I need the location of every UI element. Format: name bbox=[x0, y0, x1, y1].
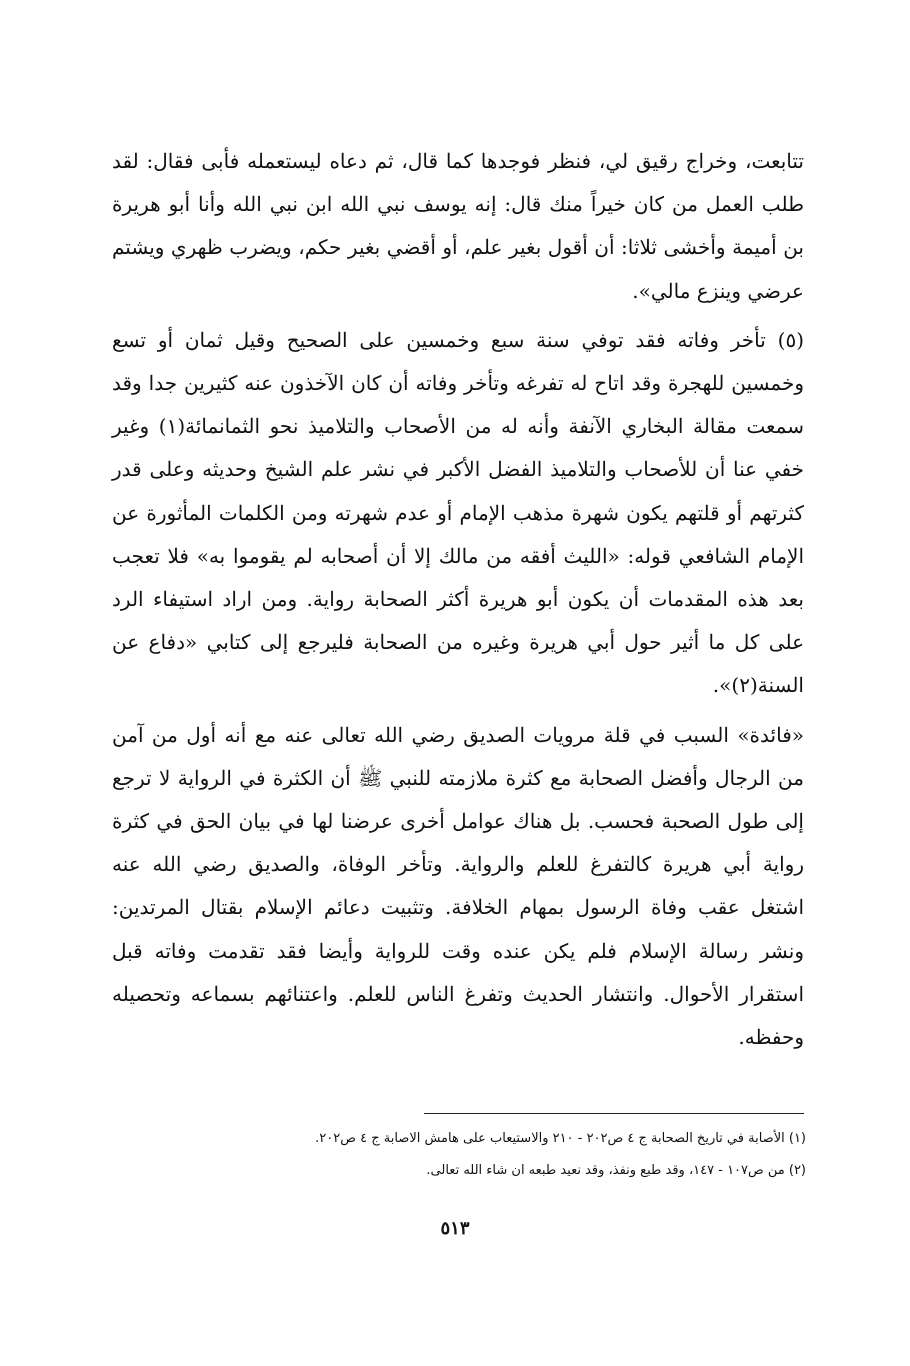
main-text bbox=[112, 140, 804, 1059]
footnote-1: (١) الأصابة في تاريخ الصحابة ج ٤ ص٢٠٢ - ٢١٠ والاستيعاب على هامش الاصابة ج ٤ ص٢٠٢. bbox=[315, 1131, 806, 1146]
page-number: ٥١٣ bbox=[440, 1218, 470, 1239]
footnote-2: (٢) من ص١٠٧ - ١٤٧، وقد طبع ونفذ، وقد نعيد طبعه ان شاء الله تعالى. bbox=[426, 1163, 806, 1178]
paragraph-2: (٥) تأخر وفاته فقد توفي سنة سبع وخمسين على الصحيح وقيل ثمان أو تسع وخمسين للهجرة وقد اتاح له تفرغه وتأخر وفاته أن كان الآخذون عنه كثيرين جدا وقد سمعت مقالة البخاري الآنفة وأنه له من الأصحاب والتلاميذ نحو الثمانمائة(١) وغير خفي عنا أن للأصحاب والتلاميذ الفضل الأكبر في نشر علم الشيخ وحديثه وعلى قدر كثرتهم أو قلتهم يكون شهرة مذهب الإمام أو عدم شهرته ومن الكلمات المأثورة عن الإمام الشافعي قوله: «الليث أفقه من مالك إلا أن أصحابه لم يقوموا به» فلا تعجب بعد هذه المقدمات أن يكون أبو هريرة أكثر الصحابة رواية. ومن اراد استيفاء الرد على كل ما أثير حول أبي هريرة وغيره من الصحابة فليرجع إلى كتابي «دفاع عن السنة(٢)». bbox=[112, 327, 804, 698]
footnotes bbox=[112, 1123, 806, 1187]
paragraph-3: «فائدة» السبب في قلة مرويات الصديق رضي الله تعالى عنه مع أنه أول من آمن من الرجال وأفضل الصحابة مع كثرة ملازمته للنبي ﷺ أن الكثرة في الرواية لا ترجع إلى طول الصحبة فحسب. بل هناك عوامل أخرى عرضنا لها في بيان الحق في كثرة رواية أبي هريرة كالتفرغ للعلم والرواية. وتأخر الوفاة، والصديق رضي الله عنه اشتغل عقب وفاة الرسول بمهام الخلافة. وتثبيت دعائم الإسلام بقتال المرتدين: ونشر رسالة الإسلام فلم يكن عنده وقت للرواية وأيضا فقد تقدمت وفاته قبل استقرار الأحوال. وانتشار الحديث وتفرغ الناس للعلم. واعتنائهم بسماعه وتحصيله وحفظه. bbox=[112, 722, 804, 1050]
paragraph-1: تتابعت، وخراج رقيق لي، فنظر فوجدها كما قال، ثم دعاه ليستعمله فأبى فقال: لقد طلب العمل من كان خيراً منك قال: إنه يوسف نبي الله ابن نبي الله وأنا أبو هريرة بن أميمة وأخشى ثلاثا: أن أقول بغير علم، أو أقضي بغير حكم، ويضرب ظهري ويشتم عرضي وينزع مالي». bbox=[112, 149, 804, 303]
footnote-separator bbox=[424, 1113, 804, 1114]
